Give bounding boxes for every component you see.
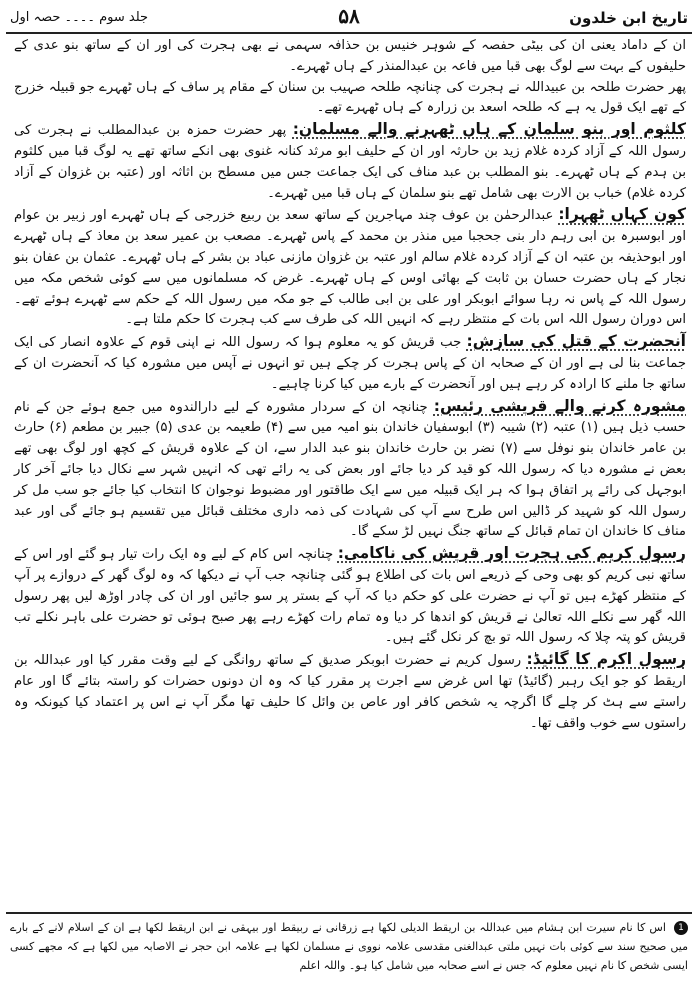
paragraph-text: جب قریش کو یہ معلوم ہوا کہ رسول اللہ نے اپنی قوم کے علاوہ انصار کی ایک جماعت بنا لی ہے اور ان کے صحابہ ان کے پاس ہجرت کر چکے ہیں تو انہوں نے آپس میں مشورہ کیا کہ آنحضرت ان کے ساتھ جا ملنے کا ارادہ کر رہے ہیں اور آنحضرت کے بارے میں کیا کرنا چاہیے۔: [14, 335, 686, 392]
section-heading: مشورہ کرنے والے قریشی رئیس:: [433, 396, 686, 415]
page-number: ۵۸: [338, 4, 360, 28]
paragraph-text: ان کے داماد یعنی ان کی بیٹی حفصہ کے شوہر خنیس بن حذافہ سہمی نے بھی ہجرت کی اور ان کے ساتھ بنو عدی کے حلیفوں کے بہت سے لوگ بھی قبا میں فاعہ بن عبدالمنذر کے ہاں ٹھہرے۔: [14, 38, 686, 74]
paragraph-text: رسول کریم نے حضرت ابوبکر صدیق کے ساتھ روانگی کے لیے وقت مقرر کیا اور عبداللہ بن اریقط کو جو ایک رہبر (گائیڈ) تھا اس غرض سے اجرت پر مقرر کیا کہ وہ ان دونوں حضرات کو راستہ بتائے گا اور عام راستے سے ہٹ کر چلے گا اگرچہ یہ شخص کافر اور عاص بن وائل کا حلیف تھا مگر آپ نے اس پر اعتماد کیا کیونکہ وہ راستوں سے خوب واقف تھا۔: [14, 653, 686, 731]
paragraph-text: عبدالرحمٰن بن عوف چند مہاجرین کے ساتھ سعد بن ربیع خزرجی کے ہاں ٹھہرے اور زبیر بن عوام اور ابوسبرہ بن ابی رہم دار بنی جحجبا میں منذر بن محمد کے پاس ٹھہرے۔ مصعب بن عمیر سعد بن معاذ کے ہاں ٹھہرے اور ابوحذیفہ بن عتبہ ان کے آزاد کردہ غلام سالم اور عتبہ بن غزوان مازنی عباد بن بشر کے ہاں ٹھہرے۔ عثمان بن عفان بنو نجار کے ہاں حضرت حسان بن ثابت کے بھائی اوس کے ہاں ٹھہرے۔ غرض کہ مسلمانوں میں سے کوئی شخص مکہ میں رسول اللہ کے پاس نہ رہا سوائے ابوبکر اور علی بن ابی طالب کے جو مکہ میں رسول اللہ کے حکم سے ٹھہرے ہوئے تھے۔ اس دوران رسول اللہ اس بات کے منتظر رہے کہ انہیں اللہ کی طرف سے کب ہجرت کا حکم ملتا ہے۔: [14, 208, 686, 328]
paragraph: [14, 543, 686, 649]
section-heading: رسول کریم کی ہجرت اور قریش کی ناکامی:: [337, 544, 686, 563]
paragraph-text: پھر حضرت حمزہ بن عبدالمطلب نے ہجرت کی رسول اللہ کے آزاد کردہ غلام زید بن حارثہ اور ان کے حلیف ابو مرثد کنانہ غنوی بھی انکے ساتھ تھے یہ لوگ قبا میں کلثوم بن ہدم کے ہاں ٹھہرے۔ بنو المطلب بن عبد مناف کی ایک جماعت جس میں مسطح بن اثاثہ اور (عتبہ بن غزوان کے آزاد کردہ غلام) خباب بن الارت بھی شامل تھے بنو سلمان کے ہاں قبا میں ٹھہرے۔: [14, 123, 686, 201]
paragraph-text: پھر حضرت طلحہ بن عبیداللہ نے ہجرت کی چنانچہ طلحہ صہیب بن سنان کے مقام پر ساف کے ہاں ٹھہرے جو قبیلہ خزرج کے تھے ایک قول یہ ہے کہ طلحہ اسعد بن زرارہ کے ہاں ٹھہرے تھے۔: [14, 79, 686, 116]
header-rule: [6, 32, 692, 34]
paragraph: [14, 119, 686, 204]
section-heading: کلثوم اور بنو سلمان کے ہاں ٹھہرنے والے مسلمان:: [292, 120, 686, 139]
book-title: تاریخ ابن خلدون: [569, 9, 688, 27]
paragraph-text: چنانچہ اس کام کے لیے وہ ایک رات تیار ہو گئے اور اس کے ساتھ نبی کریم کو بھی وحی کے ذریعے اس بات کی اطلاع ہو گئی چنانچہ جب آپ نے دیکھا کہ وہ لوگ گھر کے دروازے پر آپ کے منتظر کھڑے ہیں تو آپ نے حضرت علی کو حکم دیا کہ آپ کے بستر پر سو جائیں اور ان کی چادر اوڑھ لیں پھر رسول اللہ گھر سے نکلے اللہ تعالیٰ نے قریش کو اندھا کر دیا وہ تمام رات کھڑے رہے پھر صبح ہوئی تو حضرت علی باہر نکلے تب قریش کو پتہ چلا کہ رسول اللہ تو بچ کر نکل گئے ہیں۔: [14, 547, 686, 646]
section-heading: رسول اکرم کا گائیڈ:: [526, 650, 686, 669]
paragraph: [14, 36, 686, 78]
page-header: [6, 4, 692, 32]
paragraph-text: چنانچہ ان کے سردار مشورہ کے لیے دارالندوہ میں جمع ہوئے جن کے نام حسب ذیل ہیں (۱) عتبہ (۲) شیبہ (۳) ابوسفیان خاندان بنو امیہ میں سے (۴) طعیمہ بن عدی (۵) جبیر بن مطعم (۶) حارث بن عامر خاندان بنو نوفل سے (۷) نضر بن حارث خاندان بنو عبد الدار سے، ان کے علاوہ قریش کے کچھ اور لوگ بھی تھے بعض نے مشورہ دیا کہ رسول اللہ کو قید کر دیا جائے اور بعض کی یہ رائے تھی کہ انہیں شہر سے نکال دیا جائے آخر کار ابوجہل کی رائے پر اتفاق ہوا کہ ہر ایک قبیلہ میں سے ایک طاقتور اور مضبوط نوجوان کا انتخاب کیا جائے جو سب مل کر رسول اللہ کو شہید کر ڈالیں اس طرح سے آپ کی شہادت کی ذمہ داری مختلف قبائل میں تقسیم ہو جائے گی اور عبد مناف کا خاندان ان تمام قبائل کے ساتھ جنگ نہیں لڑ سکے گا۔: [14, 399, 686, 540]
paragraph: [14, 396, 686, 544]
paragraph: [14, 204, 686, 331]
section-heading: آنحضرت کے قتل کی سازش:: [466, 332, 686, 351]
footnote-text: اس کا نام سیرت ابن ہشام میں عبداللہ بن اریقط الدیلی لکھا ہے زرقانی نے ربیقط اور بیہقی نے ابن اریقط لکھا ہے ان کے اسلام لانے کے بارے میں صحیح سند سے کوئی بات نہیں ملتی عبدالغنی مقدسی علامہ نووی نے مسلمان لکھا ہے علامہ ابن حجر نے الاصابہ میں لکھا ہے کہ مجھے کسی ایسی شخص کا نام نہیں معلوم کہ جس نے اسے صحابہ میں شامل کیا ہو۔ واللہ اعلم: [10, 921, 688, 972]
paragraph: [14, 649, 686, 734]
main-text: [14, 36, 686, 734]
footnote-rule: [6, 912, 692, 914]
paragraph: [14, 78, 686, 120]
section-heading: کون کہاں ٹھہرا:: [558, 205, 686, 224]
volume-info: جلد سوم ۔۔۔۔ حصہ اول: [10, 10, 149, 25]
footnote: [10, 918, 688, 975]
paragraph: [14, 331, 686, 395]
footnote-marker: 1: [674, 921, 688, 935]
